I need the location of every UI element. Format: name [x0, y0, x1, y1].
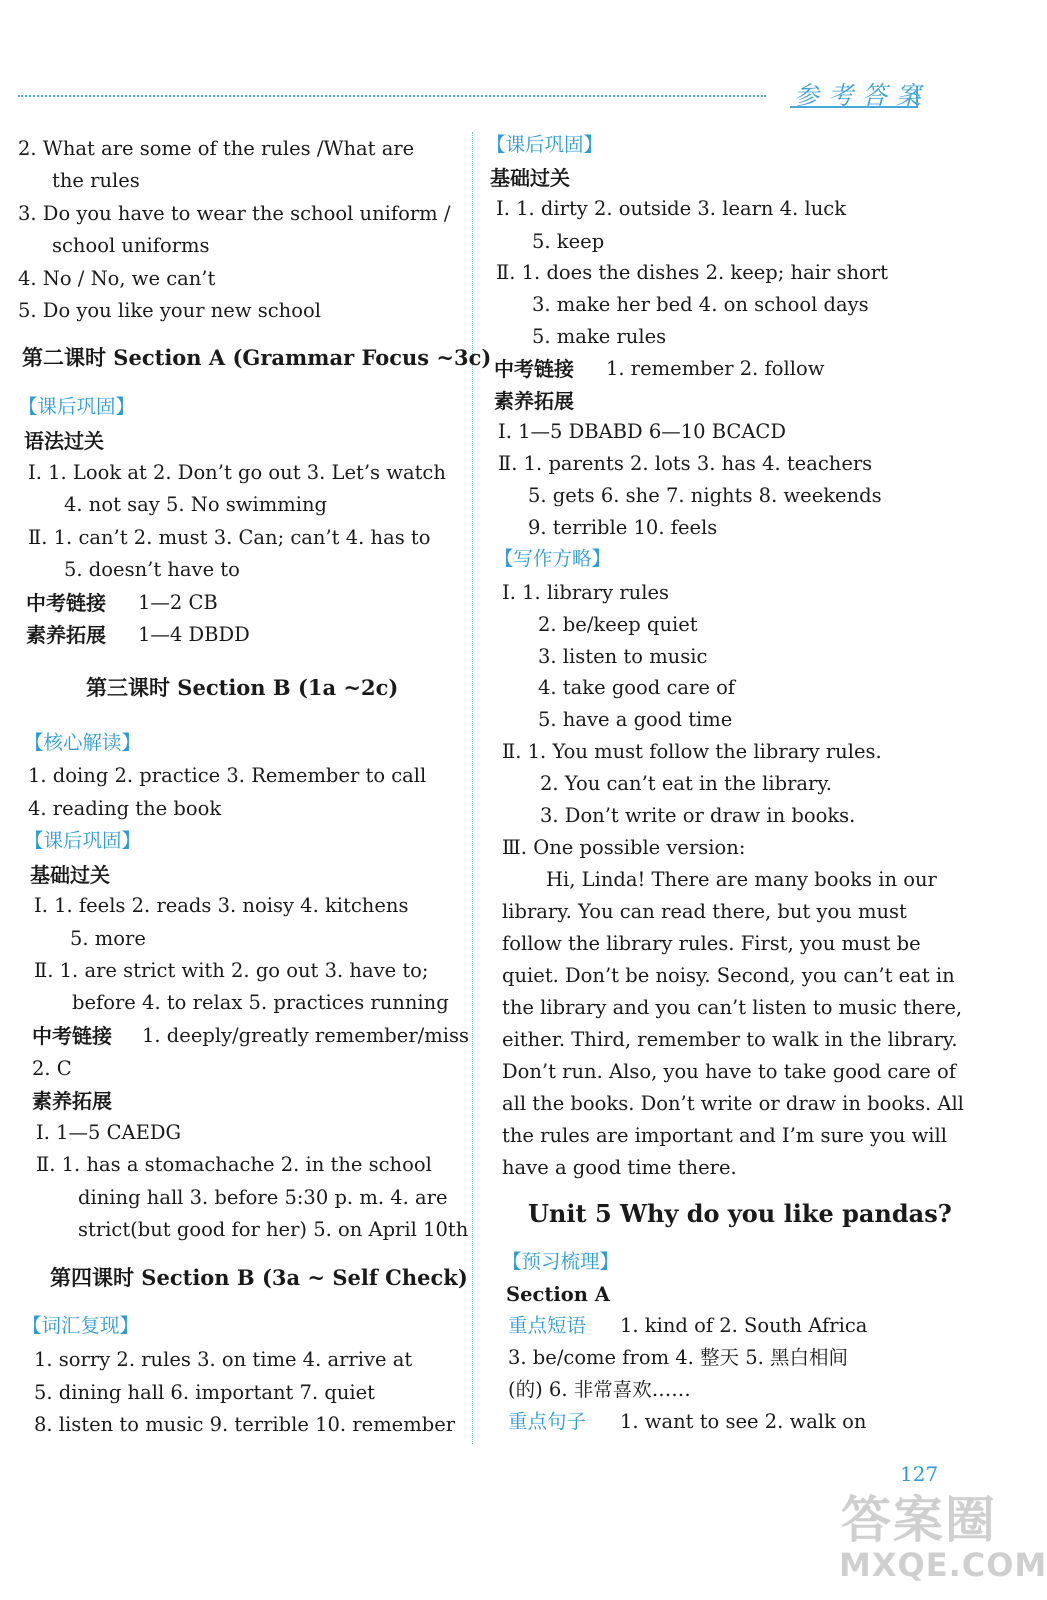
- header-bar: [916, 86, 918, 108]
- key-sentences-label: 重点句子: [508, 1410, 587, 1433]
- answer-line: 1. kind of 2. South Africa: [620, 1314, 868, 1337]
- answer-line: 3. listen to music: [538, 645, 708, 668]
- section-title: 第二课时 Section A (Grammar Focus ~3c): [22, 345, 492, 370]
- zhongkao-label: 中考链接: [26, 591, 106, 615]
- answer-line: 3. be/come from 4. 整天 5. 黑白相间: [508, 1346, 849, 1369]
- section-tag: 【写作方略】: [494, 547, 612, 570]
- section-tag: 【核心解读】: [24, 731, 142, 754]
- answer-line: 2. What are some of the rules /What are: [18, 137, 415, 160]
- answer-line: 5. keep: [532, 230, 605, 253]
- essay-line: either. Third, remember to walk in the library.: [502, 1028, 958, 1051]
- suyang-label: 素养拓展: [494, 389, 574, 413]
- answer-line: 4. take good care of: [538, 676, 736, 699]
- answer-line: strict(but good for her) 5. on April 10th: [78, 1218, 469, 1241]
- essay-line: the library and you can’t listen to music there,: [502, 996, 963, 1019]
- answer-line: Ⅰ. 1. feels 2. reads 3. noisy 4. kitchens: [34, 894, 409, 917]
- answer-line: 5. doesn’t have to: [64, 558, 240, 581]
- answer-line: (的) 6. 非常喜欢……: [508, 1378, 691, 1401]
- answer-line: 3. Don’t write or draw in books.: [540, 804, 856, 827]
- section-title: 第四课时 Section B (3a ~ Self Check): [50, 1265, 468, 1290]
- zhongkao-label: 中考链接: [494, 357, 574, 381]
- section-a-heading: Section A: [506, 1283, 610, 1306]
- essay-line: quiet. Don’t be noisy. Second, you can’t eat in: [502, 964, 955, 987]
- answer-line: the rules: [52, 169, 140, 192]
- answer-line: dining hall 3. before 5:30 p. m. 4. are: [78, 1186, 448, 1209]
- answer-line: 1. sorry 2. rules 3. on time 4. arrive at: [34, 1348, 413, 1371]
- answer-line: 3. Do you have to wear the school uniform /: [18, 202, 451, 225]
- section-title: 第三课时 Section B (1a ~2c): [86, 675, 399, 700]
- key-phrases-label: 重点短语: [508, 1314, 587, 1337]
- answer-line: Ⅰ. 1. dirty 2. outside 3. learn 4. luck: [496, 197, 847, 220]
- answer-line: Ⅱ. 1. You must follow the library rules.: [502, 740, 882, 763]
- answer-line: 1. want to see 2. walk on: [620, 1410, 867, 1433]
- section-tag: 【预习梳理】: [502, 1250, 620, 1273]
- header-dotted-rule: [18, 95, 766, 97]
- answer-line: Ⅱ. 1. are strict with 2. go out 3. have to;: [34, 959, 429, 982]
- section-tag: 【课后巩固】: [18, 395, 136, 418]
- section-tag: 【课后巩固】: [486, 133, 604, 156]
- watermark-logo: [835, 1478, 1047, 1593]
- subsection-heading: 语法过关: [24, 429, 104, 453]
- answer-line: 3. make her bed 4. on school days: [532, 293, 869, 316]
- header-answer-title: [790, 72, 930, 110]
- answer-line: Ⅱ. 1. does the dishes 2. keep; hair short: [496, 261, 888, 284]
- section-tag: 【词汇复现】: [22, 1314, 140, 1337]
- answer-line: Ⅱ. 1. can’t 2. must 3. Can; can’t 4. has to: [28, 526, 431, 549]
- answer-line: Ⅰ. 1. library rules: [502, 581, 670, 604]
- answer-line: 5. have a good time: [538, 708, 733, 731]
- answer-line: Ⅰ. 1—5 DBABD 6—10 BCACD: [498, 420, 786, 443]
- answer-line: 5. make rules: [532, 325, 667, 348]
- header-title-text: 参考答案: [794, 81, 931, 110]
- answer-line: 1—2 CB: [138, 591, 218, 614]
- answer-line: 8. listen to music 9. terrible 10. remember: [34, 1413, 456, 1436]
- page-number: 127: [900, 1462, 939, 1486]
- essay-line: follow the library rules. First, you must be: [502, 932, 921, 955]
- column-divider: [472, 132, 473, 1444]
- answer-line: 5. more: [70, 927, 146, 950]
- answer-line: 2. be/keep quiet: [538, 613, 698, 636]
- answer-line: Ⅰ. 1—5 CAEDG: [36, 1121, 182, 1144]
- answer-line: 5. dining hall 6. important 7. quiet: [34, 1381, 376, 1404]
- essay-line: library. You can read there, but you must: [502, 900, 907, 923]
- essay-line: Hi, Linda! There are many books in our: [546, 868, 937, 891]
- suyang-label: 素养拓展: [26, 623, 106, 647]
- answer-line: 1. remember 2. follow: [606, 357, 825, 380]
- answer-line: Ⅲ. One possible version:: [502, 836, 746, 859]
- answer-line: 4. No / No, we can’t: [18, 267, 216, 290]
- answer-line: 1—4 DBDD: [138, 623, 250, 646]
- header-underline: [790, 106, 918, 108]
- answer-line: before 4. to relax 5. practices running: [72, 991, 449, 1014]
- answer-line: 5. gets 6. she 7. nights 8. weekends: [528, 484, 882, 507]
- answer-line: 2. C: [32, 1057, 72, 1080]
- subsection-heading: 基础过关: [30, 863, 110, 887]
- watermark-text: 答案圈: [841, 1491, 997, 1549]
- answer-line: 4. not say 5. No swimming: [64, 493, 327, 516]
- watermark-url: MXQE.COM: [839, 1546, 1047, 1584]
- essay-line: Don’t run. Also, you have to take good care of: [502, 1060, 956, 1083]
- suyang-label: 素养拓展: [32, 1089, 112, 1113]
- answer-line: 2. You can’t eat in the library.: [540, 772, 832, 795]
- answer-line: 5. Do you like your new school: [18, 299, 321, 322]
- essay-line: have a good time there.: [502, 1156, 737, 1179]
- zhongkao-label: 中考链接: [32, 1024, 112, 1048]
- section-tag: 【课后巩固】: [24, 829, 142, 852]
- answer-line: 4. reading the book: [28, 797, 222, 820]
- answer-line: 1. deeply/greatly remember/miss: [142, 1024, 469, 1047]
- essay-line: all the books. Don’t write or draw in books. All: [502, 1092, 964, 1115]
- answer-line: Ⅱ. 1. parents 2. lots 3. has 4. teachers: [498, 452, 873, 475]
- answer-line: Ⅰ. 1. Look at 2. Don’t go out 3. Let’s watch: [28, 461, 446, 484]
- essay-line: the rules are important and I’m sure you will: [502, 1124, 948, 1147]
- unit-title: Unit 5 Why do you like pandas?: [528, 1199, 952, 1228]
- answer-line: 9. terrible 10. feels: [528, 516, 718, 539]
- answer-line: school uniforms: [52, 234, 210, 257]
- answer-line: 1. doing 2. practice 3. Remember to call: [28, 764, 427, 787]
- answer-line: Ⅱ. 1. has a stomachache 2. in the school: [36, 1153, 432, 1176]
- subsection-heading: 基础过关: [490, 166, 570, 190]
